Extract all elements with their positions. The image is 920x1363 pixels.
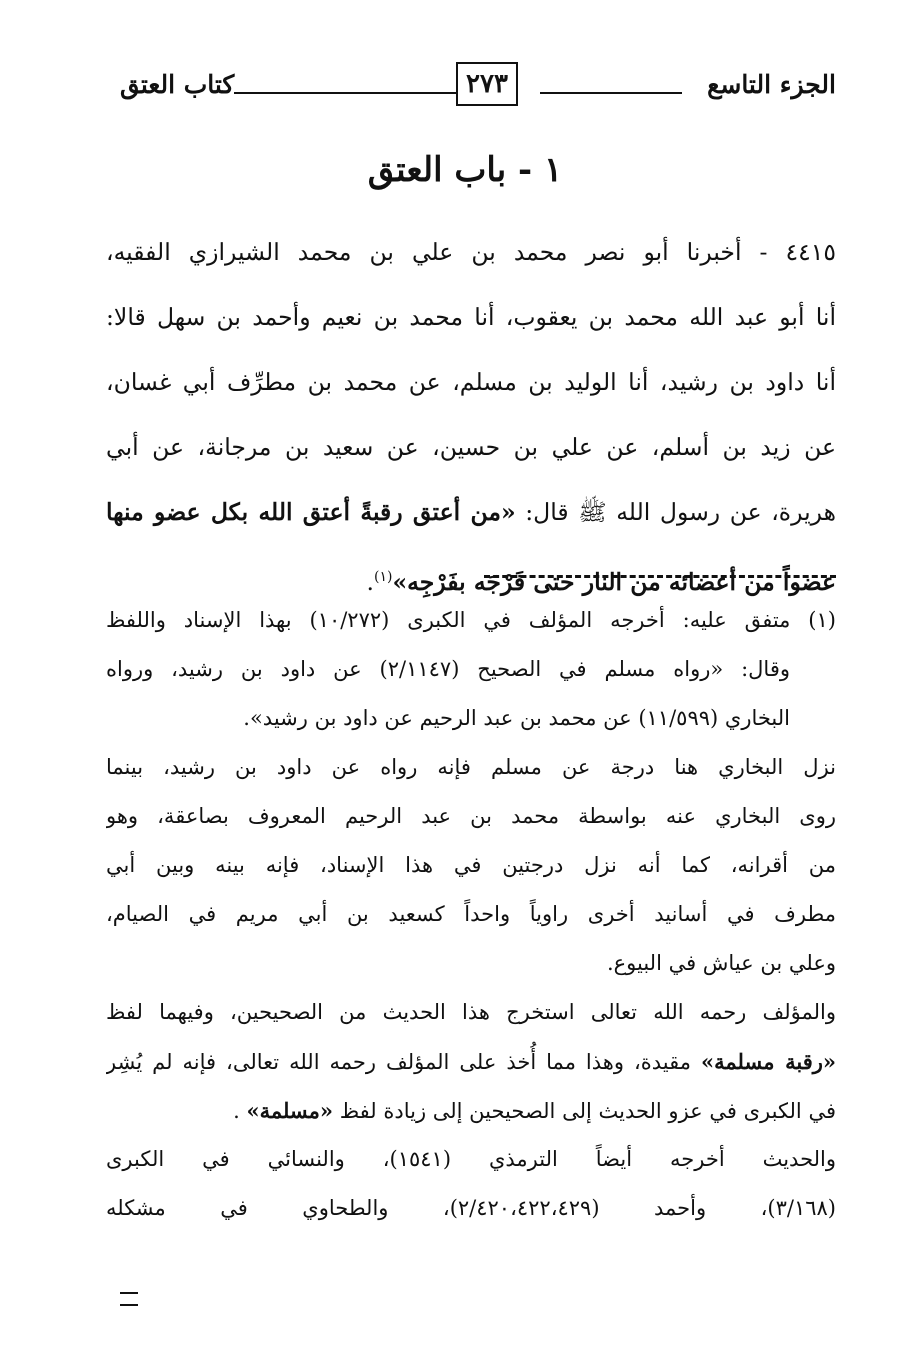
footnote-line: والحديث أخرجه أيضاً الترمذي (١٥٤١)، والنسائي في الكبرى xyxy=(106,1147,836,1171)
quoted-term: «رقبة مسلمة» xyxy=(701,1049,836,1074)
book-label: كتاب العتق xyxy=(120,70,235,99)
header-rule-left xyxy=(234,92,456,94)
footnote-line: (٣/١٦٨)، وأحمد (٢/٤٢٠،٤٢٢،٤٢٩)، والطحاوي في مشكله xyxy=(106,1196,836,1220)
text-segment: . xyxy=(233,1099,240,1123)
hadith-matn: عضواً من أعضائه من النار حتى فَرْجَه بفَرْجِه» xyxy=(392,567,836,596)
footnote-line: وقال: «رواه مسلم في الصحيح (٢/١١٤٧) عن داود بن رشيد، ورواه xyxy=(106,657,791,681)
footnote-line: البخاري (١١/٥٩٩) عن محمد بن عبد الرحيم عن داود بن رشيد». xyxy=(243,706,790,730)
page-header xyxy=(110,62,836,106)
volume-label: الجزء التاسع xyxy=(707,70,836,99)
footnote-line: روى البخاري عنه بواسطة محمد بن عبد الرحيم المعروف بصاعقة، وهو xyxy=(106,804,836,828)
text-line: أنا داود بن رشيد، أنا الوليد بن مسلم، عن محمد بن مطرِّف أبي غسان، xyxy=(106,368,836,396)
page-number-box: ٢٧٣ xyxy=(456,62,518,106)
footnote-divider xyxy=(484,575,836,578)
continuation-mark xyxy=(120,1292,138,1306)
footnote-line: من أقرانه، كما أنه نزل درجتين في هذا الإسناد، فإنه بينه وبين أبي xyxy=(106,853,836,877)
text-segment: في الكبرى في عزو الحديث إلى الصحيحين إلى زيادة لفظ xyxy=(339,1099,836,1123)
footnote-line: نزل البخاري هنا درجة عن مسلم فإنه رواه عن داود بن رشيد، بينما xyxy=(106,755,836,779)
quoted-term: «مسلمة» xyxy=(246,1098,334,1123)
chapter-title: ١ - باب العتق xyxy=(367,150,563,190)
footnote-line: مطرف في أسانيد أخرى راوياً واحداً كسعيد بن أبي مريم في الصيام، xyxy=(106,902,836,926)
text-segment: هريرة، عن رسول الله ﷺ قال: xyxy=(525,498,836,526)
text-segment: . xyxy=(366,567,374,596)
text-segment: مقيدة، وهذا مما أُخذ على المؤلف رحمه الله تعالى، فإنه لم يُشِر xyxy=(106,1050,692,1074)
header-rule-right xyxy=(540,92,682,94)
footnotes xyxy=(106,596,836,1233)
footnote-line: (١) متفق عليه: أخرجه المؤلف في الكبرى (١٠/٢٧٢) بهذا الإسناد واللفظ xyxy=(106,608,836,632)
text-line xyxy=(106,480,836,545)
footnote-line xyxy=(106,1086,836,1135)
hadith-matn: «من أعتق رقبةً أعتق الله بكل عضو منها xyxy=(106,498,516,526)
hadith-text xyxy=(106,220,836,610)
footnote-line: والمؤلف رحمه الله تعالى استخرج هذا الحديث من الصحيحين، وفيهما لفظ xyxy=(106,1000,836,1024)
footnote-ref[interactable]: (١) xyxy=(373,569,393,585)
text-line: عن زيد بن أسلم، عن علي بن حسين، عن سعيد بن مرجانة، عن أبي xyxy=(106,433,836,461)
footnote-line: وعلي بن عياش في البيوع. xyxy=(606,951,836,975)
footnote-line xyxy=(106,1037,836,1086)
text-line: أنا أبو عبد الله محمد بن يعقوب، أنا محمد بن نعيم وأحمد بن سهل قالا: xyxy=(106,303,836,331)
text-line: ٤٤١٥ - أخبرنا أبو نصر محمد بن علي بن محمد الشيرازي الفقيه، xyxy=(106,238,836,266)
